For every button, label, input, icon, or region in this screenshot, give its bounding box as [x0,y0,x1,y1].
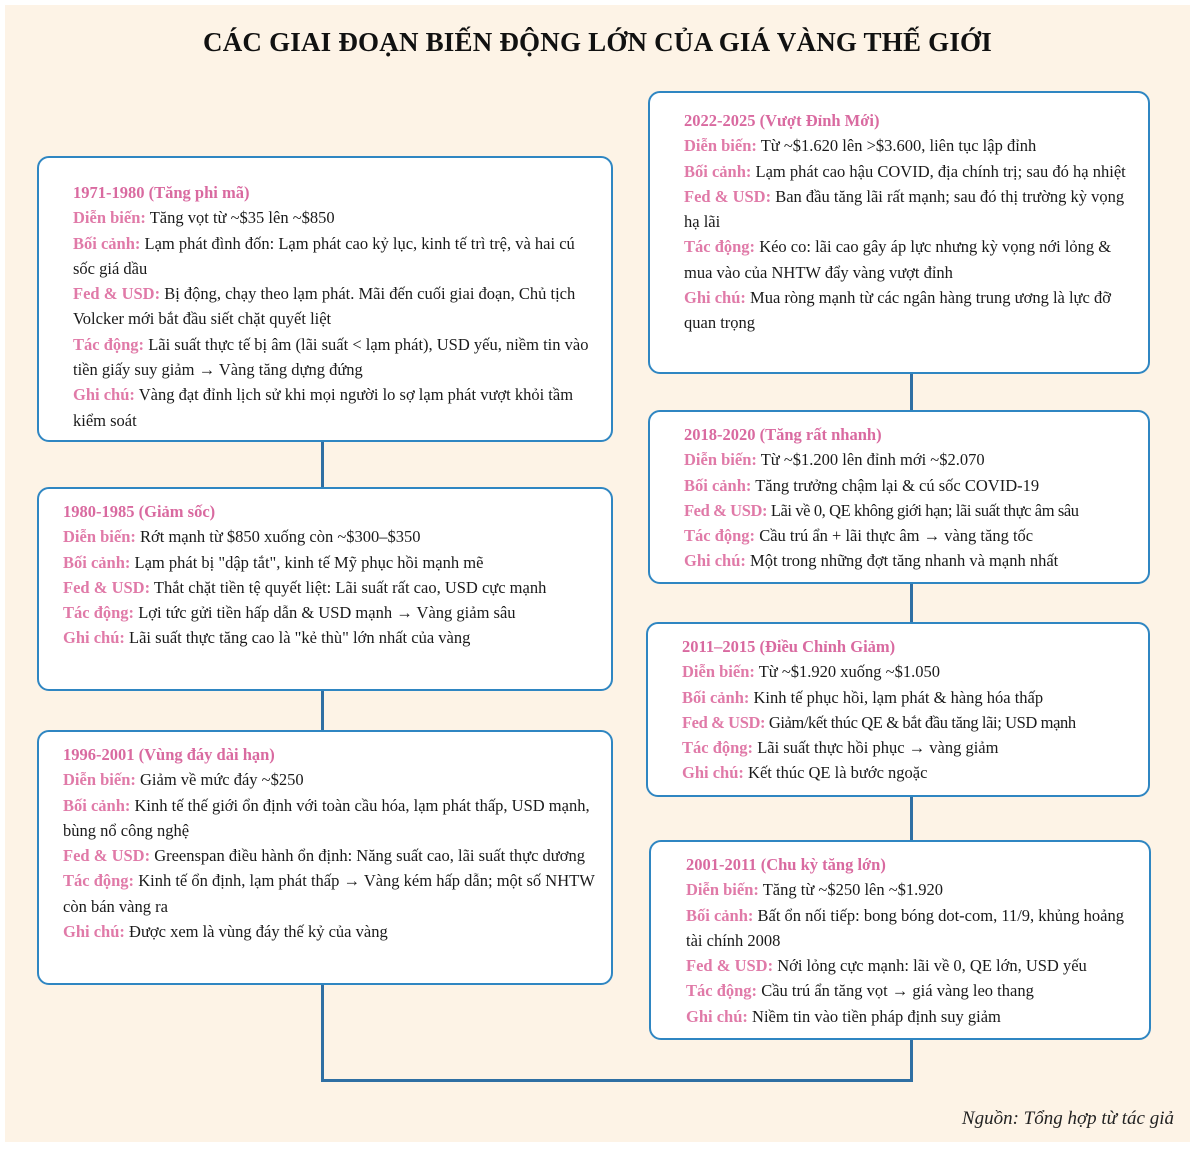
period-card-2011-2015 [646,622,1150,797]
field-ghi-chu: Ghi chú: Niềm tin vào tiền pháp định suy giảm [686,1006,1001,1026]
period-heading: 1980-1985 (Giảm sốc) [63,502,216,521]
field-tac-dong: Tác động: Kinh tế ổn định, lạm phát thấp → Vàng kém hấp dẫn; một số NHTW còn bán vàng ra [63,871,595,916]
field-fed-usd: Fed & USD: Ban đầu tăng lãi rất mạnh; sau đó thị trường kỳ vọng hạ lãi [684,186,1125,232]
field-ghi-chu: Ghi chú: Một trong những đợt tăng nhanh và mạnh nhất [684,551,1059,571]
field-tac-dong: Tác động: Cầu trú ẩn tăng vọt → giá vàng leo thang [686,981,1034,1001]
period-card-2022-2025 [648,91,1150,374]
field-dien-bien: Diễn biến: Rớt mạnh từ $850 xuống còn ~$300–$350 [63,527,421,547]
field-tac-dong: Tác động: Cầu trú ẩn + lãi thực âm → vàng tăng tốc [684,526,1034,546]
period-card-1996-2001 [37,730,613,985]
field-boi-canh: Bối cảnh: Kinh tế phục hồi, lạm phát & hàng hóa thấp [682,687,1044,707]
field-tac-dong: Tác động: Kéo co: lãi cao gây áp lực nhưng kỳ vọng nới lỏng & mua vào của NHTW đẩy vàng vượt đỉnh [684,237,1112,282]
field-ghi-chu: Ghi chú: Được xem là vùng đáy thế kỷ của vàng [63,922,388,942]
field-ghi-chu: Ghi chú: Kết thúc QE là bước ngoặc [682,763,928,783]
page-title: CÁC GIAI ĐOẠN BIẾN ĐỘNG LỚN CỦA GIÁ VÀNG THẾ GIỚI [203,27,992,57]
field-dien-bien: Diễn biến: Từ ~$1.200 lên đỉnh mới ~$2.070 [684,450,985,470]
field-fed-usd: Fed & USD: Nới lỏng cực mạnh: lãi về 0, QE lớn, USD yếu [686,956,1087,976]
field-ghi-chu: Ghi chú: Lãi suất thực tăng cao là "kẻ thù" lớn nhất của vàng [63,628,471,648]
period-heading: 2022-2025 (Vượt Đỉnh Mới) [684,111,880,130]
period-heading: 2001-2011 (Chu kỳ tăng lớn) [686,855,886,874]
field-fed-usd: Fed & USD: Greenspan điều hành ổn định: Năng suất cao, lãi suất thực dương [63,846,585,866]
field-fed-usd: Fed & USD: Giảm/kết thúc QE & bắt đầu tăng lãi; USD mạnh [682,712,1076,732]
field-fed-usd: Fed & USD: Lãi về 0, QE không giới hạn; lãi suất thực âm sâu [684,500,1079,520]
field-ghi-chu: Ghi chú: Mua ròng mạnh từ các ngân hàng trung ương là lực đỡ quan trọng [684,288,1111,333]
field-boi-canh: Bối cảnh: Kinh tế thế giới ổn định với toàn cầu hóa, lạm phát thấp, USD mạnh, bùng nổ công nghệ [63,795,590,840]
field-fed-usd: Fed & USD: Thắt chặt tiền tệ quyết liệt: Lãi suất rất cao, USD cực mạnh [63,577,547,597]
connector-line [321,985,324,1082]
field-dien-bien: Diễn biến: Từ ~$1.620 lên >$3.600, liên tục lập đỉnh [684,136,1037,156]
field-boi-canh: Bối cảnh: Bất ổn nối tiếp: bong bóng dot-com, 11/9, khủng hoảng tài chính 2008 [686,905,1124,950]
period-card-2018-2020 [648,410,1150,584]
source-note: Nguồn: Tổng hợp từ tác giả [961,1108,1174,1129]
period-card-2001-2011 [649,840,1151,1040]
connector-line [321,691,324,735]
period-heading: 1971-1980 (Tăng phi mã) [73,183,250,202]
connector-line [321,1079,913,1082]
field-dien-bien: Diễn biến: Từ ~$1.920 xuống ~$1.050 [682,662,940,682]
connector-line [910,1040,913,1082]
field-tac-dong: Tác động: Lãi suất thực tế bị âm (lãi suất < lạm phát), USD yếu, niềm tin vào tiền giấy suy giảm → Vàng tăng dựng đứng [73,334,589,380]
field-ghi-chu: Ghi chú: Vàng đạt đỉnh lịch sử khi mọi người lo sợ lạm phát vượt khỏi tầm kiểm soát [73,385,574,430]
field-dien-bien: Diễn biến: Tăng vọt từ ~$35 lên ~$850 [73,208,335,228]
field-boi-canh: Bối cảnh: Tăng trưởng chậm lại & cú sốc COVID-19 [684,475,1040,495]
infographic-canvas [5,5,1190,1142]
field-dien-bien: Diễn biến: Tăng từ ~$250 lên ~$1.920 [686,880,944,900]
field-tac-dong: Tác động: Lãi suất thực hồi phục → vàng giảm [682,738,999,758]
period-heading: 1996-2001 (Vùng đáy dài hạn) [63,745,275,764]
period-card-1971-1980 [37,156,613,442]
field-dien-bien: Diễn biến: Giảm về mức đáy ~$250 [63,770,304,790]
connector-line [321,442,324,492]
connector-line [910,797,913,846]
field-tac-dong: Tác động: Lợi tức gửi tiền hấp dẫn & USD mạnh → Vàng giảm sâu [63,603,516,623]
period-heading: 2011–2015 (Điều Chỉnh Giảm) [682,637,896,656]
field-boi-canh: Bối cảnh: Lạm phát đình đốn: Lạm phát cao kỷ lục, kinh tế trì trệ, và hai cú sốc giá dầu [73,233,575,278]
field-fed-usd: Fed & USD: Bị động, chạy theo lạm phát. Mãi đến cuối giai đoạn, Chủ tịch Volcker mới bắt đầu siết chặt quyết liệt [73,284,576,329]
field-boi-canh: Bối cảnh: Lạm phát bị "dập tắt", kinh tế Mỹ phục hồi mạnh mẽ [63,552,484,572]
field-boi-canh: Bối cảnh: Lạm phát cao hậu COVID, địa chính trị; sau đó hạ nhiệt [684,161,1126,181]
period-heading: 2018-2020 (Tăng rất nhanh) [684,425,882,444]
period-card-1980-1985 [37,487,613,691]
